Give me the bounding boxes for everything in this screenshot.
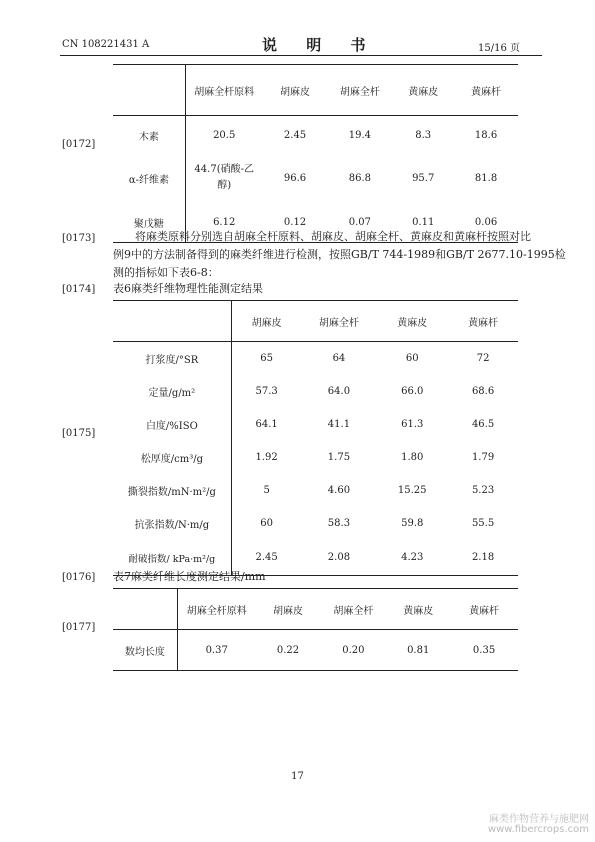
header-cell: 胡麻皮 — [273, 605, 304, 617]
table-row — [113, 375, 518, 408]
table-cell: 4.23 — [401, 552, 424, 563]
table-cell: 44.7(硝酸-乙醇) — [185, 154, 262, 202]
header-cell: 黄麻皮 — [408, 86, 439, 98]
table-cell: 81.8 — [474, 172, 498, 184]
table-cell: 64 — [332, 353, 346, 364]
header-cell: 胡麻全杆 — [318, 317, 359, 329]
header-cell: 胡麻全杆原料 — [185, 65, 262, 115]
table-caption: 表6麻类纤维物理性能测定结果 — [113, 282, 263, 295]
header-cell: 黄麻皮 — [403, 605, 434, 617]
table-row — [113, 342, 518, 375]
table-cell: 65 — [231, 342, 301, 375]
table-cell: 1.80 — [401, 452, 424, 463]
table-cell: 96.6 — [283, 172, 307, 184]
table-header-row — [113, 301, 518, 341]
watermark-text: 麻类作物营养与施肥网 — [489, 814, 589, 825]
row-label: 撕裂指数/mN·m²/g — [127, 487, 216, 498]
table-cell: 0.35 — [472, 644, 496, 656]
table-cell: 5.23 — [471, 485, 495, 496]
paragraph-number: [0176] — [62, 572, 96, 583]
table-cell: 0.11 — [412, 216, 435, 228]
table-cell: 72 — [476, 353, 490, 364]
table-cell: 41.1 — [327, 419, 351, 430]
header-cell: 黄麻皮 — [397, 317, 428, 329]
table-cell: 0.06 — [474, 216, 498, 228]
header-rule — [60, 55, 542, 56]
row-label: 抗张指数/N·m/g — [134, 520, 210, 531]
table-cell: 95.7 — [412, 172, 435, 184]
paragraph-number: [0177] — [62, 622, 96, 633]
table-cell: 1.79 — [471, 452, 495, 463]
table-row — [113, 474, 518, 507]
table-cell: 0.37 — [177, 630, 255, 670]
page-number: 17 — [291, 771, 304, 782]
table-cell: 0.81 — [407, 644, 430, 656]
paragraph-number: [0172] — [62, 139, 96, 150]
paragraph-text — [113, 228, 566, 282]
table-cell: 1.75 — [327, 452, 351, 463]
table-row — [113, 408, 518, 441]
paragraph-number: [0174] — [62, 284, 96, 295]
table-cell: 64.1 — [231, 408, 301, 441]
header-cell — [113, 301, 231, 341]
table-cell: 46.5 — [471, 419, 495, 430]
table-cell: 86.8 — [348, 172, 371, 184]
text-line: 例9中的方法制备得到的麻类纤维进行检测，按照GB/T 744-1989和GB/T 2677.10-1995检 — [113, 248, 566, 261]
table-cell: 59.8 — [401, 518, 424, 529]
header-cell: 胡麻全杆原料 — [177, 589, 255, 629]
table-header-row — [113, 589, 518, 629]
header-cell — [113, 589, 177, 629]
table-cell: 58.3 — [327, 518, 351, 529]
header-cell: 胡麻皮 — [280, 86, 311, 98]
header-cell: 黄麻杆 — [468, 317, 499, 329]
table-cell: 57.3 — [231, 375, 301, 408]
header-cell — [113, 65, 185, 115]
table-cell: 2.45 — [231, 540, 301, 575]
row-label: 数均长度 — [124, 646, 165, 658]
table-cell: 2.18 — [471, 552, 495, 563]
row-label: 聚戊糖 — [133, 218, 164, 230]
row-label: 打浆度/°SR — [145, 355, 199, 366]
table-cell: 66.0 — [401, 386, 424, 397]
table-cell: 60 — [405, 353, 419, 364]
table-cell: 2.45 — [283, 129, 307, 141]
table-cell: 5 — [231, 474, 301, 507]
header-cell: 胡麻全杆 — [333, 605, 374, 617]
table-cell: 0.20 — [342, 644, 365, 656]
table-caption: 表7麻类纤维长度测定结果/mm — [113, 570, 266, 583]
header-cell: 胡麻全杆 — [339, 86, 380, 98]
row-label: 木素 — [138, 131, 159, 143]
table-cell: 4.60 — [327, 485, 351, 496]
table-composition — [113, 64, 518, 243]
patent-number: CN 108221431 A — [62, 39, 150, 50]
table-cell: 61.3 — [401, 419, 424, 430]
text-line: 将麻类原料分别选自胡麻全杆原料、胡麻皮、胡麻全杆、黄麻皮和黄麻杆按照对比 — [135, 230, 531, 243]
row-label: α-纤维素 — [128, 174, 169, 186]
table-physical-properties — [113, 300, 518, 576]
text-line: 测的指标如下表6-8： — [113, 266, 219, 279]
table-cell: 68.6 — [471, 386, 495, 397]
page-counter: 15/16 页 — [478, 43, 520, 54]
page-title: 说 明 书 — [262, 36, 378, 54]
table-cell: 18.6 — [474, 129, 498, 141]
table-cell: 19.4 — [348, 129, 371, 141]
paragraph-number: [0173] — [62, 233, 96, 244]
table-cell: 15.25 — [397, 485, 427, 496]
table-cell: 55.5 — [471, 518, 495, 529]
header-cell: 胡麻皮 — [231, 301, 301, 341]
table-cell: 64.0 — [327, 386, 351, 397]
table-cell: 6.12 — [185, 202, 262, 242]
table-cell: 2.08 — [327, 552, 351, 563]
table-cell: 1.92 — [231, 441, 301, 474]
row-label: 松厚度/cm³/g — [140, 454, 203, 465]
header-cell: 黄麻杆 — [471, 86, 502, 98]
header-cell: 黄麻杆 — [469, 605, 500, 617]
row-label: 定量/g/m² — [148, 388, 196, 399]
table-header-row — [113, 65, 518, 115]
table-cell: 0.07 — [348, 216, 371, 228]
table-row — [113, 507, 518, 540]
row-label: 白度/%ISO — [145, 421, 198, 432]
table-row — [113, 116, 518, 154]
paragraph-number: [0175] — [62, 428, 96, 439]
table-fiber-length — [113, 588, 518, 671]
watermark-url: www.fibercrops.com — [487, 824, 589, 835]
table-cell: 20.5 — [185, 116, 262, 154]
table-cell: 0.12 — [283, 216, 307, 228]
table-row — [113, 630, 518, 670]
table-row — [113, 441, 518, 474]
table-cell: 0.22 — [276, 644, 300, 656]
row-label: 耐破指数/ kPa·m²/g — [128, 553, 216, 565]
table-row — [113, 154, 518, 202]
table-cell: 60 — [231, 507, 301, 540]
table-cell: 8.3 — [415, 129, 432, 141]
